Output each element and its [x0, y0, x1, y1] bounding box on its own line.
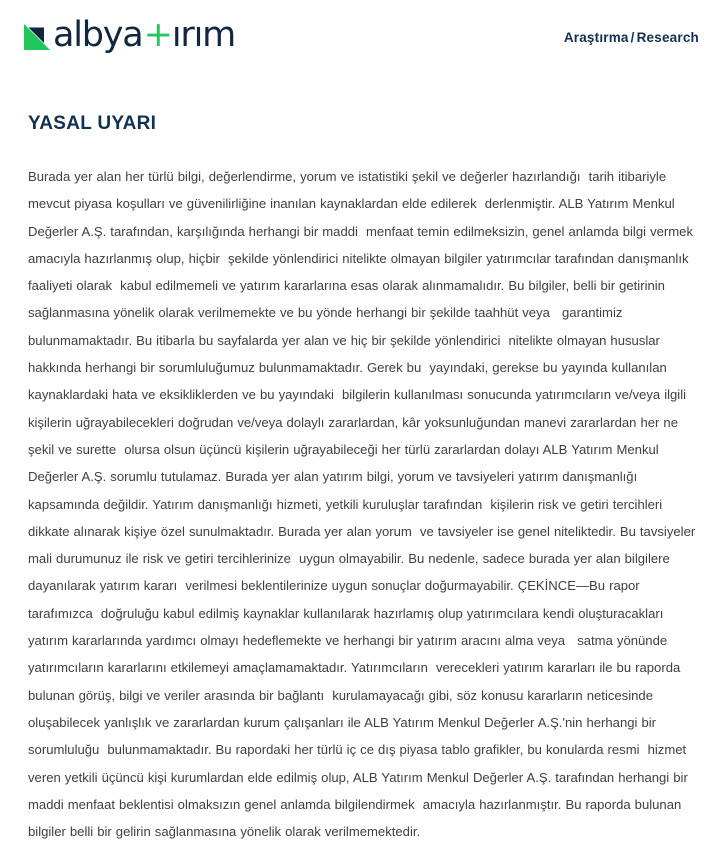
- logo-plus-icon: +: [143, 14, 171, 55]
- logo-word-after-plus: ırım: [171, 14, 236, 55]
- page-title: YASAL UYARI: [28, 113, 157, 134]
- company-logo: [22, 16, 235, 54]
- research-label: [564, 30, 699, 45]
- albyatirim-triangle-logo-icon: [22, 22, 52, 52]
- research-label-separator: /: [630, 30, 635, 45]
- page-header: [0, 0, 717, 70]
- logo-wordmark: [53, 14, 236, 55]
- logo-word-before-plus: albya: [53, 14, 143, 55]
- research-label-turkish: Araştırma: [563, 30, 629, 45]
- disclaimer-body-text: Burada yer alan her türlü bilgi, değerlendirme, yorum ve istatistiki şekil ve değerler hazırlandığı tarih itibariyle mevcut piyasa koşulları ve güvenilirliğine inanılan kaynaklardan elde edilerek derlenmiştir. ALB Yatırım Menkul Değerler A.Ş. tarafından, karşılığında herhangi bir maddi menfaat temin edilmeksizin, genel anlamda bilgi vermek amacıyla hazırlanmış olup, hiçbir şekilde yönlendirici nitelikte olmayan bilgiler yatırımcılar tarafından danışmanlık faaliyeti olarak kabul edilmemeli ve yatırım kararlarına esas olarak alınmamalıdır. Bu bilgiler, belli bir getirinin sağlanmasına yönelik olarak verilmemekte ve bu yönde herhangi bir şekilde taahhüt veya garantimiz bulunmamaktadır. Bu itibarla bu sayfalarda yer alan ve hiç bir şekilde yönlendirici nitelikte olmayan hususlar hakkında herhangi bir sorumluluğumuz bulunmamaktadır. Gerek bu yayındaki, gerekse bu yayında kullanılan kaynaklardaki hata ve eksikliklerden ve bu yayındaki bilgilerin kullanılması sonucunda yatırımcıların ve/veya ilgili kişilerin uğrayabilecekleri doğrudan ve/veya dolaylı zararlardan, kâr yoksunluğundan manevi zararlardan her ne şekil ve surette olursa olsun üçüncü kişilerin uğrayabileceği her türlü zararlardan dolayı ALB Yatırım Menkul Değerler A.Ş. sorumlu tutulamaz. Burada yer alan yatırım bilgi, yorum ve tavsiyeleri yatırım danışmanlığı kapsamında değildir. Yatırım danışmanlığı hizmeti, yetkili kuruluşlar tarafından kişilerin risk ve getiri tercihleri dikkate alınarak kişiye özel sunulmaktadır. Burada yer alan yorum ve tavsiyeler ise genel niteliktedir. Bu tavsiyeler mali durumunuz ile risk ve getiri tercihlerinize uygun olmayabilir. Bu nedenle, sadece burada yer alan bilgilere dayanılarak yatırım kararı verilmesi beklentilerinize uygun sonuçlar doğurmayabilir. ÇEKİNCE—Bu rapor tarafımızca doğruluğu kabul edilmiş kaynaklar kullanılarak hazırlamış olup yatırımcılara kendi oluşturacakları yatırım kararlarında yardımcı olmayı hedeflemekte ve herhangi bir yatırım aracını alma veya satma yönünde yatırımcıların kararlarını etkilemeyi amaçlamamaktadır. Yatırımcıların verecekleri yatırım kararları ile bu raporda bulunan görüş, bilgi ve veriler arasında bir bağlantı kurulamayacağı gibi, söz konusu kararların neticesinde oluşabilecek yanlışlık ve zararlardan kurum çalışanları ile ALB Yatırım Menkul Değerler A.Ş.'nin herhangi bir sorumluluğu bulunmamaktadır. Bu rapordaki her türlü iç ce dış piyasa tablo grafikler, bu konularda resmi hizmet veren yetkili üçüncü kişi kurumlardan elde edilmiş olup, ALB Yatırım Menkul Değerler A.Ş. tarafından herhangi bir maddi menfaat beklentisi olmaksızın genel anlamda bilgilendirmek amacıyla hazırlanmıştır. Bu raporda bulunan bilgiler belli bir gelirin sağlanmasına yönelik olarak verilmemektedir.: [28, 169, 700, 840]
- research-label-english: Research: [636, 30, 699, 45]
